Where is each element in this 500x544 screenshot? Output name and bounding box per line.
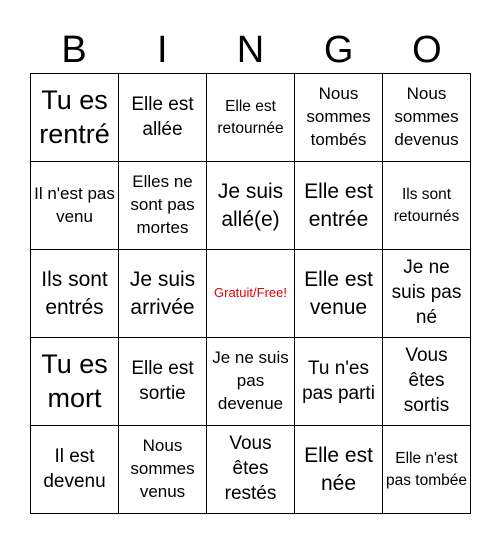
bingo-cell[interactable]: Vous êtes restés xyxy=(207,426,295,514)
bingo-cell[interactable]: Nous sommes tombés xyxy=(295,74,383,162)
bingo-grid xyxy=(30,73,471,514)
bingo-cell[interactable]: Nous sommes devenus xyxy=(383,74,471,162)
bingo-cell[interactable]: Elle est née xyxy=(295,426,383,514)
free-space-cell[interactable]: Gratuit/Free! xyxy=(207,250,295,338)
header-letter-i: I xyxy=(157,29,168,71)
bingo-cell[interactable]: Il est devenu xyxy=(31,426,119,514)
bingo-cell[interactable]: Elle est retournée xyxy=(207,74,295,162)
bingo-cell[interactable]: Elle n'est pas tombée xyxy=(383,426,471,514)
bingo-cell[interactable]: Ils sont entrés xyxy=(31,250,119,338)
header-letter-g: G xyxy=(323,29,354,71)
header-letter-b: B xyxy=(61,29,87,71)
bingo-cell[interactable]: Je ne suis pas né xyxy=(383,250,471,338)
bingo-cell[interactable]: Il n'est pas venu xyxy=(31,162,119,250)
bingo-cell[interactable]: Nous sommes venus xyxy=(119,426,207,514)
bingo-cell[interactable]: Ils sont retournés xyxy=(383,162,471,250)
bingo-cell[interactable]: Tu es rentré xyxy=(31,74,119,162)
bingo-cell[interactable]: Elle est sortie xyxy=(119,338,207,426)
bingo-cell[interactable]: Tu n'es pas parti xyxy=(295,338,383,426)
header-letter-o: O xyxy=(412,29,442,71)
bingo-cell[interactable]: Vous êtes sortis xyxy=(383,338,471,426)
bingo-cell[interactable]: Elle est allée xyxy=(119,74,207,162)
bingo-cell[interactable]: Elles ne sont pas mortes xyxy=(119,162,207,250)
bingo-cell[interactable]: Je suis arrivée xyxy=(119,250,207,338)
bingo-cell[interactable]: Elle est venue xyxy=(295,250,383,338)
bingo-cell[interactable]: Tu es mort xyxy=(31,338,119,426)
bingo-cell[interactable]: Elle est entrée xyxy=(295,162,383,250)
bingo-cell[interactable]: Je suis allé(e) xyxy=(207,162,295,250)
bingo-header xyxy=(30,28,471,72)
header-letter-n: N xyxy=(236,29,265,71)
bingo-cell[interactable]: Je ne suis pas devenue xyxy=(207,338,295,426)
